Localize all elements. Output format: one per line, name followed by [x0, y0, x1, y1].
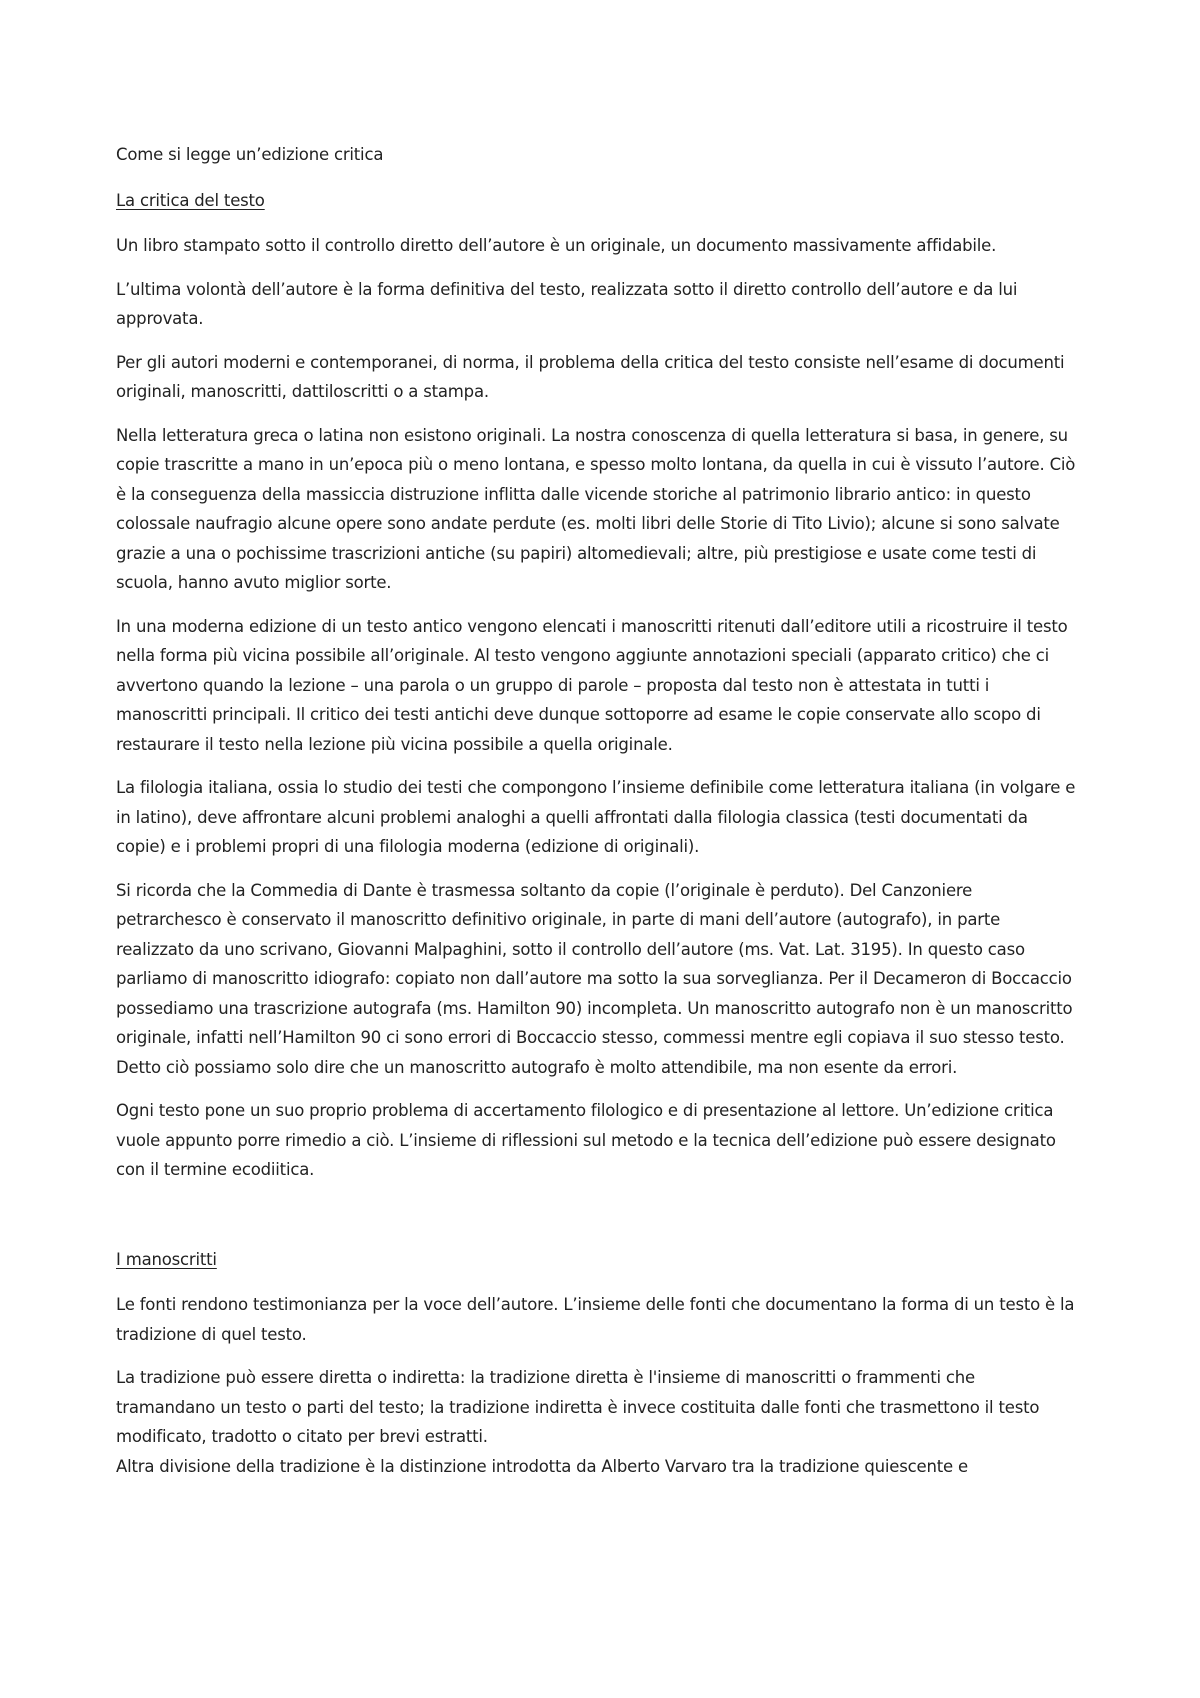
document-page	[116, 140, 1076, 1495]
paragraph: Per gli autori moderni e contemporanei, di norma, il problema della critica del testo consiste nell’esame di documenti originali, manoscritti, dattiloscritti o a stampa.	[116, 352, 1065, 401]
paragraph: Le fonti rendono testimonianza per la voce dell’autore. L’insieme delle fonti che documentano la forma di un testo è la tradizione di quel testo.	[116, 1295, 1075, 1344]
paragraph: Nella letteratura greca o latina non esistono originali. La nostra conoscenza di quella letteratura si basa, in genere, su copie trascritte a mano in un’epoca più o meno lontana, e spesso molto lontana, da quella in cui è vissuto l’autore. Ciò è la conseguenza della massiccia distruzione inflitta dalle vicende storiche al patrimonio librario antico: in questo colossale naufragio alcune opere sono andate perdute (es. molti libri delle Storie di Tito Livio); alcune si sono salvate grazie a una o pochissime trascrizioni antiche (su papiri) altomedievali; altre, più prestigiose e usate come testi di scuola, hanno avuto miglior sorte.	[116, 425, 1076, 592]
paragraph: In una moderna edizione di un testo antico vengono elencati i manoscritti ritenuti dall’editore utili a ricostruire il testo nella forma più vicina possibile all’originale. Al testo vengono aggiunte annotazioni speciali (apparato critico) che ci avvertono quando la lezione – una parola o un gruppo di parole – proposta dal testo non è attestata in tutti i manoscritti principali. Il critico dei testi antichi deve dunque sottoporre ad esame le copie conservate allo scopo di restaurare il testo nella lezione più vicina possibile a quella originale.	[116, 616, 1068, 754]
section-heading-critica: La critica del testo	[116, 190, 265, 210]
paragraph: Altra divisione della tradizione è la distinzione introdotta da Alberto Varvaro tra la tradizione quiescente e	[116, 1456, 968, 1476]
paragraph: Un libro stampato sotto il controllo diretto dell’autore è un originale, un documento massivamente affidabile.	[116, 236, 997, 255]
paragraph: Ogni testo pone un suo proprio problema di accertamento filologico e di presentazione al lettore. Un’edizione critica vuole appunto porre rimedio a ciò. L’insieme di riflessioni sul metodo e la tecnica dell’edizione può essere designato con il termine ecodiitica.	[116, 1101, 1056, 1179]
paragraph: La tradizione può essere diretta o indiretta: la tradizione diretta è l'insieme di manoscritti o frammenti che tramandano un testo o parti del testo; la tradizione indiretta è invece costituita dalle fonti che trasmettono il testo modificato, tradotto o citato per brevi estratti.	[116, 1368, 1040, 1446]
paragraph: La filologia italiana, ossia lo studio dei testi che compongono l’insieme definibile come letteratura italiana (in volgare e in latino), deve affrontare alcuni problemi analoghi a quelli affrontati dalla filologia classica (testi documentati da copie) e i problemi propri di una filologia moderna (edizione di originali).	[116, 778, 1076, 856]
paragraph: Si ricorda che la Commedia di Dante è trasmessa soltanto da copie (l’originale è perduto). Del Canzoniere petrarchesco è conservato il manoscritto definitivo originale, in parte di mani dell’autore (autografo), in parte realizzato da uno scrivano, Giovanni Malpaghini, sotto il controllo dell’autore (ms. Vat. Lat. 3195). In questo caso parliamo di manoscritto idiografo: copiato non dall’autore ma sotto la sua sorveglianza. Per il Decameron di Boccaccio possediamo una trascrizione autografa (ms. Hamilton 90) incompleta. Un manoscritto autografo non è un manoscritto originale, infatti nell’Hamilton 90 ci sono errori di Boccaccio stesso, commessi mentre egli copiava il suo stesso testo. Detto ciò possiamo solo dire che un manoscritto autografo è molto attendibile, ma non esente da errori.	[116, 880, 1073, 1077]
paragraph: L’ultima volontà dell’autore è la forma definitiva del testo, realizzata sotto il diretto controllo dell’autore e da lui approvata.	[116, 279, 1018, 328]
section-spacer	[116, 1199, 1076, 1245]
document-title: Come si legge un’edizione critica	[116, 145, 384, 164]
section-heading-manoscritti: I manoscritti	[116, 1249, 217, 1269]
